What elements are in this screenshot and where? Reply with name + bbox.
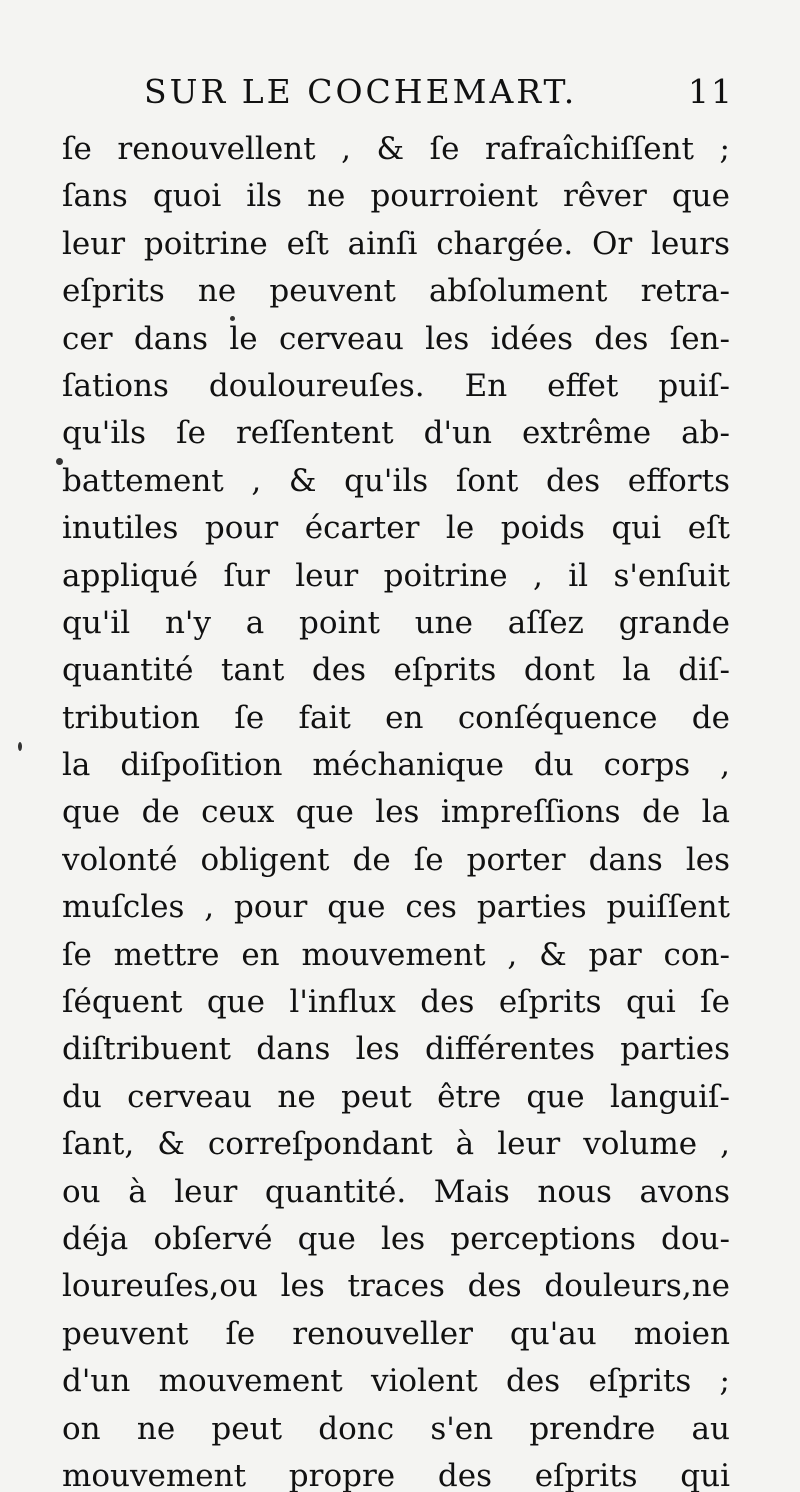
text-line: leur poitrine eſt ainſi chargée. Or leurs [62, 225, 730, 262]
running-title: SUR LE COCHEMART. [144, 72, 578, 111]
text-line: ſéquent que l'influx des eſprits qui ſe [62, 984, 730, 1021]
page-number: 11 [688, 72, 734, 111]
text-line: du cerveau ne peut être que languiſ- [62, 1078, 730, 1115]
text-line: qu'il n'y a point une aſſez grande [62, 604, 730, 641]
text-line: que de ceux que les impreſſions de la [62, 794, 730, 831]
text-line: quantité tant des eſprits dont la diſ- [62, 652, 730, 689]
text-line: d'un mouvement violent des eſprits ; [62, 1363, 730, 1400]
text-line: muſcles , pour que ces parties puiſſent [62, 889, 730, 926]
text-line: tribution ſe fait en conſéquence de [62, 699, 730, 736]
page-header [60, 72, 740, 120]
text-line: loureuſes,ou les traces des douleurs,ne [62, 1268, 730, 1305]
text-line: cer dans le cerveau les idées des ſen- [62, 320, 730, 357]
text-line: ou à leur quantité. Mais nous avons [62, 1173, 730, 1210]
text-line: eſprits ne peuvent abſolument retra- [62, 273, 730, 310]
text-line: on ne peut donc s'en prendre au [62, 1410, 730, 1447]
body-text [62, 126, 730, 1492]
text-line: inutiles pour écarter le poids qui eſt [62, 510, 730, 547]
text-line: ſe mettre en mouvement , & par con- [62, 936, 730, 973]
text-line: déja obſervé que les perceptions dou- [62, 1220, 730, 1257]
text-line: qu'ils ſe reſſentent d'un extrême ab- [62, 415, 730, 452]
text-line: ſations douloureuſes. En effet puiſ- [62, 367, 730, 404]
text-line: ſant, & correſpondant à leur volume , [62, 1126, 730, 1163]
text-line: volonté obligent de ſe porter dans les [62, 841, 730, 878]
text-line: peuvent ſe renouveller qu'au moien [62, 1315, 730, 1352]
text-line: battement , & qu'ils ſont des efforts [62, 462, 730, 499]
text-line: la diſpoſition méchanique du corps , [62, 747, 730, 784]
text-line: mouvement propre des eſprits qui [62, 1457, 730, 1492]
text-line: appliqué ſur leur poitrine , il s'enſuit [62, 557, 730, 594]
ink-speck [230, 316, 235, 321]
text-line: ſans quoi ils ne pourroient rêver que [62, 178, 730, 215]
ink-speck [18, 742, 22, 751]
text-line: ſe renouvellent , & ſe rafraîchiſſent ; [62, 131, 730, 167]
text-line: diſtribuent dans les différentes parties [62, 1031, 730, 1068]
ink-speck [56, 458, 63, 465]
